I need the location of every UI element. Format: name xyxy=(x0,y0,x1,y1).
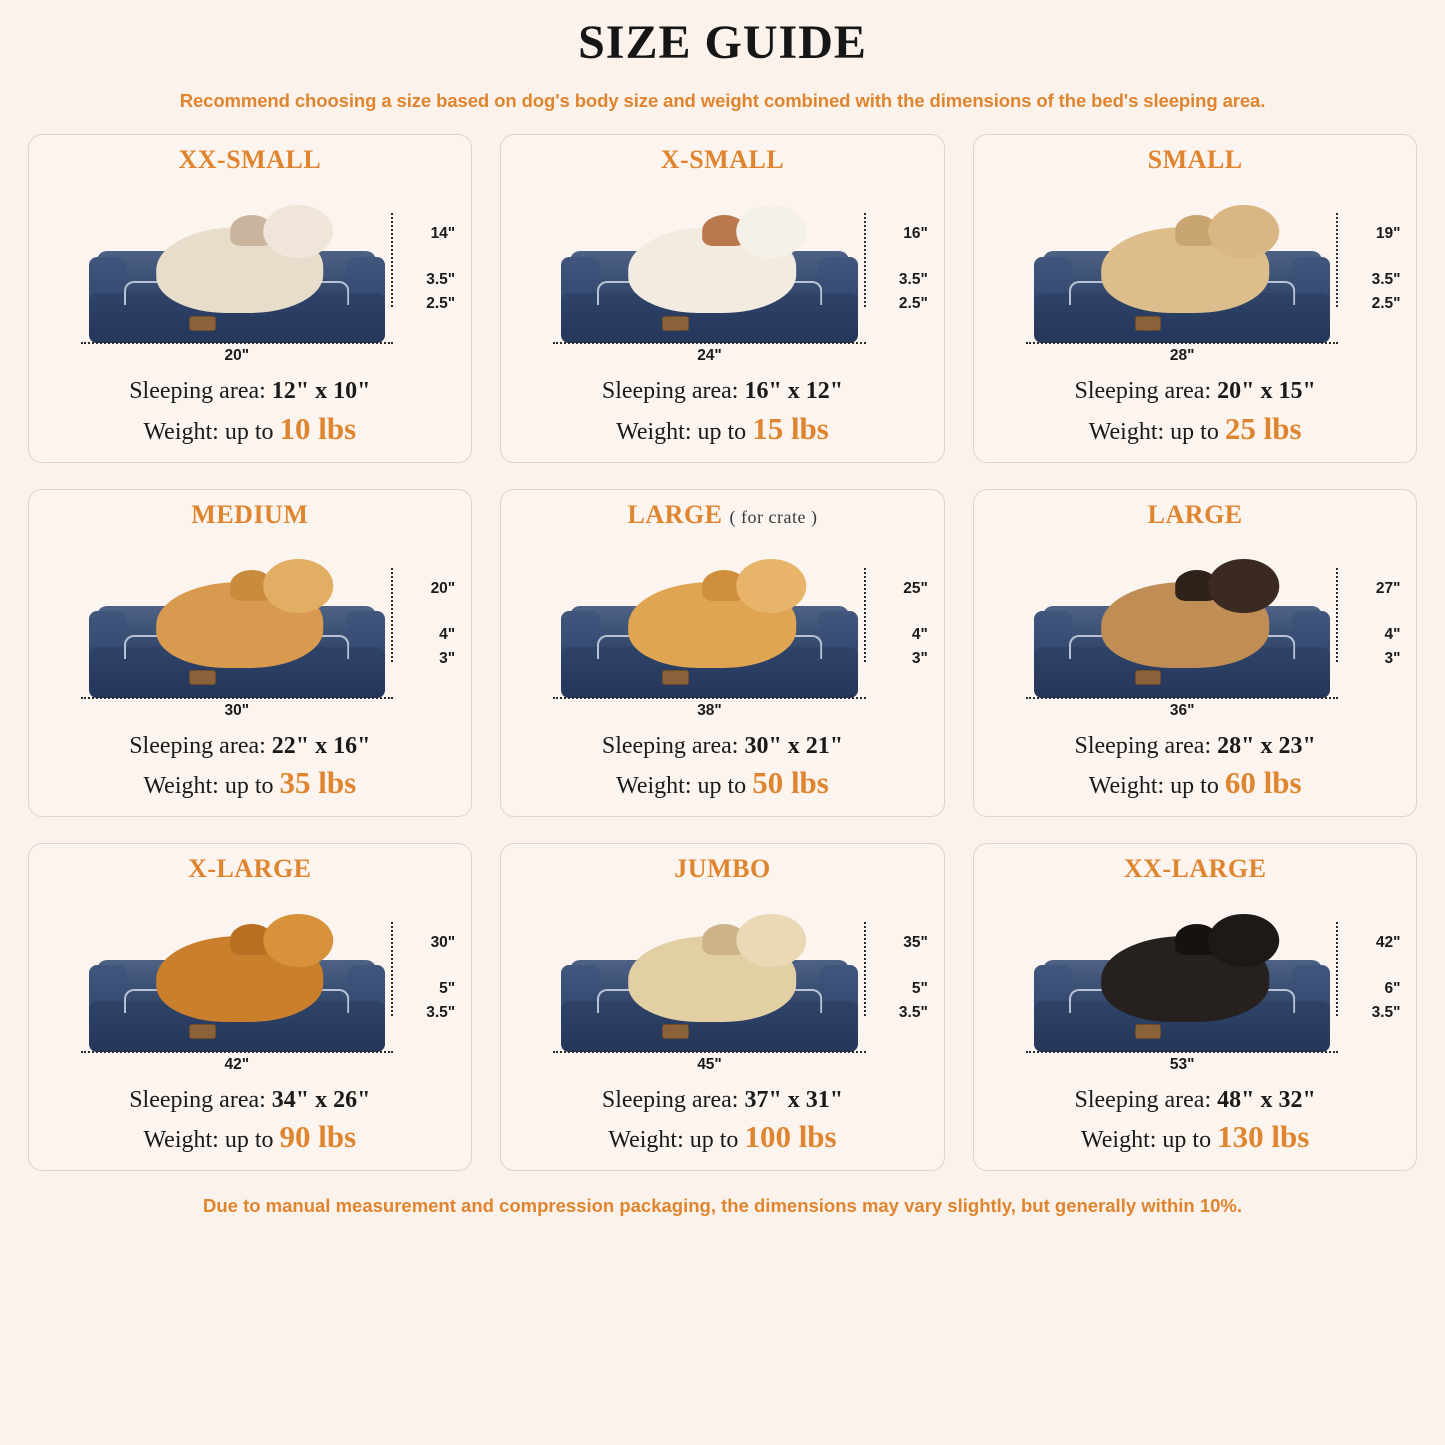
dimension-height-low: 2.5" xyxy=(1371,295,1401,313)
brand-tag-icon xyxy=(189,1024,216,1039)
card-specs xyxy=(41,1084,460,1158)
weight-label: Weight: xyxy=(1088,418,1165,445)
dog-photo-shih-tzu xyxy=(629,227,796,313)
weight-line xyxy=(513,762,932,804)
brand-tag-icon xyxy=(1135,670,1162,685)
dimension-height-mid: 3.5" xyxy=(1371,271,1401,289)
dog-head xyxy=(736,559,806,612)
weight-value: 50 lbs xyxy=(752,765,829,801)
depth-leader-line xyxy=(1336,568,1338,662)
dimension-height-low: 3" xyxy=(439,649,456,667)
weight-label: Weight: xyxy=(143,418,219,445)
dimension-depth: 16" xyxy=(903,225,928,243)
sleeping-area-line xyxy=(986,375,1405,407)
dimension-height-mid: 5" xyxy=(439,979,456,997)
weight-upto-label: up to xyxy=(1162,1127,1212,1154)
dog-photo-shiba-inu xyxy=(629,582,796,668)
size-card-large[interactable] xyxy=(973,489,1418,817)
depth-leader-line xyxy=(864,213,866,307)
card-title xyxy=(1124,854,1267,884)
bed-illustration xyxy=(41,888,460,1078)
dimension-depth: 25" xyxy=(903,579,928,597)
weight-value: 35 lbs xyxy=(279,765,357,801)
bed-illustration xyxy=(41,179,460,369)
dimension-height-low: 3" xyxy=(1384,649,1401,667)
dog-photo-labrador-retriever xyxy=(629,936,796,1022)
bed-illustration xyxy=(513,888,932,1078)
weight-label: Weight: xyxy=(616,418,692,445)
dimension-height-low: 3.5" xyxy=(426,1003,456,1021)
sleeping-area-value: 28" x 23" xyxy=(1217,732,1316,759)
dimension-height-low: 3.5" xyxy=(898,1003,928,1021)
dimension-width: 36" xyxy=(1026,697,1339,720)
sleeping-area-value: 34" x 26" xyxy=(271,1086,371,1113)
bed-illustration xyxy=(513,534,932,724)
weight-upto-label: up to xyxy=(224,418,274,445)
card-size-name: LARGE xyxy=(627,499,723,529)
dog-photo-french-bulldog xyxy=(1101,227,1268,313)
weight-upto-label: up to xyxy=(697,773,747,800)
page-subtitle: Recommend choosing a size based on dog's body size and weight combined with the dimensions of the bed's sleeping area. xyxy=(179,90,1266,112)
sleeping-area-line xyxy=(986,730,1405,762)
card-specs xyxy=(41,375,460,449)
weight-value: 100 lbs xyxy=(744,1119,837,1155)
dimension-depth: 14" xyxy=(430,225,456,243)
dimension-depth: 42" xyxy=(1375,933,1401,951)
sleeping-area-value: 20" x 15" xyxy=(1217,378,1316,405)
sleeping-area-line xyxy=(513,375,932,407)
sleeping-area-line xyxy=(41,1084,460,1116)
depth-leader-line xyxy=(864,922,866,1016)
card-specs xyxy=(986,730,1405,804)
sleeping-area-value: 48" x 32" xyxy=(1217,1086,1316,1113)
card-specs xyxy=(513,730,932,804)
card-title xyxy=(191,500,308,530)
sleeping-area-label: Sleeping area: xyxy=(129,1086,266,1113)
weight-line xyxy=(986,762,1405,804)
sleeping-area-value: 16" x 12" xyxy=(744,378,844,405)
sleeping-area-value: 30" x 21" xyxy=(744,732,844,759)
weight-value: 90 lbs xyxy=(279,1119,357,1155)
bed-illustration xyxy=(513,179,932,369)
card-title xyxy=(188,854,311,884)
weight-upto-label: up to xyxy=(1170,418,1219,445)
footer-note: Due to manual measurement and compression packaging, the dimensions may vary slightly, but generally within 10%. xyxy=(202,1195,1243,1217)
size-card-grid xyxy=(28,134,1418,1171)
card-size-name: X-LARGE xyxy=(188,853,312,883)
weight-value: 130 lbs xyxy=(1217,1119,1310,1155)
dimension-height-mid: 4" xyxy=(911,625,928,643)
card-title xyxy=(178,145,321,175)
depth-leader-line xyxy=(864,568,866,662)
dimension-height-mid: 4" xyxy=(439,625,456,643)
weight-line xyxy=(41,408,460,450)
weight-upto-label: up to xyxy=(689,1127,739,1154)
brand-tag-icon xyxy=(662,316,689,331)
weight-line xyxy=(986,408,1405,450)
sleeping-area-line xyxy=(41,730,460,762)
bed-illustration xyxy=(986,888,1405,1078)
card-title xyxy=(1148,500,1243,530)
card-title xyxy=(674,854,770,884)
brand-tag-icon xyxy=(189,316,216,331)
card-specs xyxy=(986,375,1405,449)
sleeping-area-label: Sleeping area: xyxy=(1074,378,1212,405)
weight-line xyxy=(513,408,932,450)
dimension-height-mid: 3.5" xyxy=(426,271,456,289)
sleeping-area-label: Sleeping area: xyxy=(1074,732,1212,759)
card-title xyxy=(628,500,818,530)
size-card-xx-large[interactable] xyxy=(973,843,1418,1171)
sleeping-area-label: Sleeping area: xyxy=(129,732,266,759)
size-card-xx-small[interactable] xyxy=(28,134,473,462)
weight-value: 60 lbs xyxy=(1224,765,1302,801)
brand-tag-icon xyxy=(1135,316,1162,331)
weight-upto-label: up to xyxy=(697,418,747,445)
dog-head xyxy=(1209,205,1279,258)
weight-label: Weight: xyxy=(616,773,692,800)
dog-head xyxy=(263,205,333,258)
dog-head xyxy=(736,205,806,258)
brand-tag-icon xyxy=(1135,1024,1162,1039)
weight-label: Weight: xyxy=(1088,773,1165,800)
dimension-height-low: 3.5" xyxy=(1371,1003,1401,1021)
size-card-small[interactable] xyxy=(973,134,1418,462)
dog-photo-golden-retriever xyxy=(156,936,323,1022)
sleeping-area-label: Sleeping area: xyxy=(1074,1086,1212,1113)
brand-tag-icon xyxy=(662,1024,689,1039)
dimension-depth: 19" xyxy=(1375,225,1401,243)
weight-label: Weight: xyxy=(143,773,219,800)
weight-line xyxy=(986,1116,1405,1158)
card-specs xyxy=(513,375,932,449)
bed-illustration xyxy=(41,534,460,724)
size-card-medium[interactable] xyxy=(28,489,473,817)
dimension-height-low: 2.5" xyxy=(898,295,928,313)
dimension-height-mid: 6" xyxy=(1384,979,1401,997)
dimension-width: 53" xyxy=(1026,1051,1339,1074)
weight-value: 25 lbs xyxy=(1224,410,1302,446)
bed-illustration xyxy=(986,179,1405,369)
sleeping-area-line xyxy=(41,375,460,407)
weight-label: Weight: xyxy=(608,1127,684,1154)
dog-photo-corgi xyxy=(156,582,323,668)
depth-leader-line xyxy=(391,922,393,1016)
dimension-height-mid: 4" xyxy=(1384,625,1401,643)
weight-label: Weight: xyxy=(143,1127,219,1154)
depth-leader-line xyxy=(391,568,393,662)
dimension-depth: 27" xyxy=(1375,579,1401,597)
sleeping-area-value: 12" x 10" xyxy=(271,378,371,405)
card-size-note: ( for crate ) xyxy=(729,506,818,527)
sleeping-area-value: 37" x 31" xyxy=(744,1086,844,1113)
weight-value: 10 lbs xyxy=(279,410,357,446)
dog-photo-ragdoll-cat xyxy=(156,227,323,313)
card-specs xyxy=(41,730,460,804)
size-card-x-large[interactable] xyxy=(28,843,473,1171)
dog-head xyxy=(1209,559,1279,612)
sleeping-area-line xyxy=(513,1084,932,1116)
card-size-name: MEDIUM xyxy=(191,499,309,529)
sleeping-area-label: Sleeping area: xyxy=(601,378,739,405)
weight-line xyxy=(41,762,460,804)
card-size-name: SMALL xyxy=(1147,145,1243,175)
dimension-width: 28" xyxy=(1026,342,1339,365)
depth-leader-line xyxy=(1336,922,1338,1016)
weight-value: 15 lbs xyxy=(752,410,829,446)
sleeping-area-label: Sleeping area: xyxy=(601,1086,739,1113)
weight-label: Weight: xyxy=(1081,1127,1157,1154)
dog-head xyxy=(1209,914,1279,967)
dimension-height-low: 2.5" xyxy=(426,295,456,313)
depth-leader-line xyxy=(1336,213,1338,307)
weight-upto-label: up to xyxy=(224,1127,274,1154)
dimension-width: 38" xyxy=(553,697,866,720)
dimension-width: 45" xyxy=(553,1051,866,1074)
card-specs xyxy=(513,1084,932,1158)
dog-head xyxy=(263,559,333,612)
dimension-depth: 20" xyxy=(430,579,456,597)
page-title: SIZE GUIDE xyxy=(578,16,867,69)
size-card-large-crate[interactable] xyxy=(500,489,945,817)
weight-line xyxy=(41,1116,460,1158)
size-card-x-small[interactable] xyxy=(500,134,945,462)
dimension-width: 24" xyxy=(553,342,866,365)
card-title xyxy=(661,145,784,175)
sleeping-area-value: 22" x 16" xyxy=(271,732,371,759)
sleeping-area-label: Sleeping area: xyxy=(601,732,739,759)
sleeping-area-label: Sleeping area: xyxy=(129,378,266,405)
dimension-width: 20" xyxy=(81,342,394,365)
dimension-width: 42" xyxy=(81,1051,394,1074)
weight-line xyxy=(513,1116,932,1158)
brand-tag-icon xyxy=(189,670,216,685)
dimension-height-mid: 5" xyxy=(911,979,928,997)
card-title xyxy=(1148,145,1243,175)
weight-upto-label: up to xyxy=(1170,773,1219,800)
bed-illustration xyxy=(986,534,1405,724)
sleeping-area-line xyxy=(513,730,932,762)
size-card-jumbo[interactable] xyxy=(500,843,945,1171)
depth-leader-line xyxy=(391,213,393,307)
card-size-name: JUMBO xyxy=(674,853,771,883)
dimension-width: 30" xyxy=(81,697,394,720)
card-size-name: LARGE xyxy=(1147,499,1243,529)
dog-photo-australian-shepherd xyxy=(1101,582,1268,668)
sleeping-area-line xyxy=(986,1084,1405,1116)
dog-head xyxy=(263,914,333,967)
dimension-height-mid: 3.5" xyxy=(898,271,928,289)
dog-photo-rottweiler xyxy=(1101,936,1268,1022)
dimension-height-low: 3" xyxy=(911,649,928,667)
dog-head xyxy=(736,914,806,967)
brand-tag-icon xyxy=(662,670,689,685)
weight-upto-label: up to xyxy=(224,773,274,800)
dimension-depth: 30" xyxy=(430,933,456,951)
card-size-name: XX-SMALL xyxy=(178,145,322,175)
dimension-depth: 35" xyxy=(903,933,928,951)
card-size-name: XX-LARGE xyxy=(1123,853,1267,883)
card-specs xyxy=(986,1084,1405,1158)
card-size-name: X-SMALL xyxy=(660,145,785,175)
